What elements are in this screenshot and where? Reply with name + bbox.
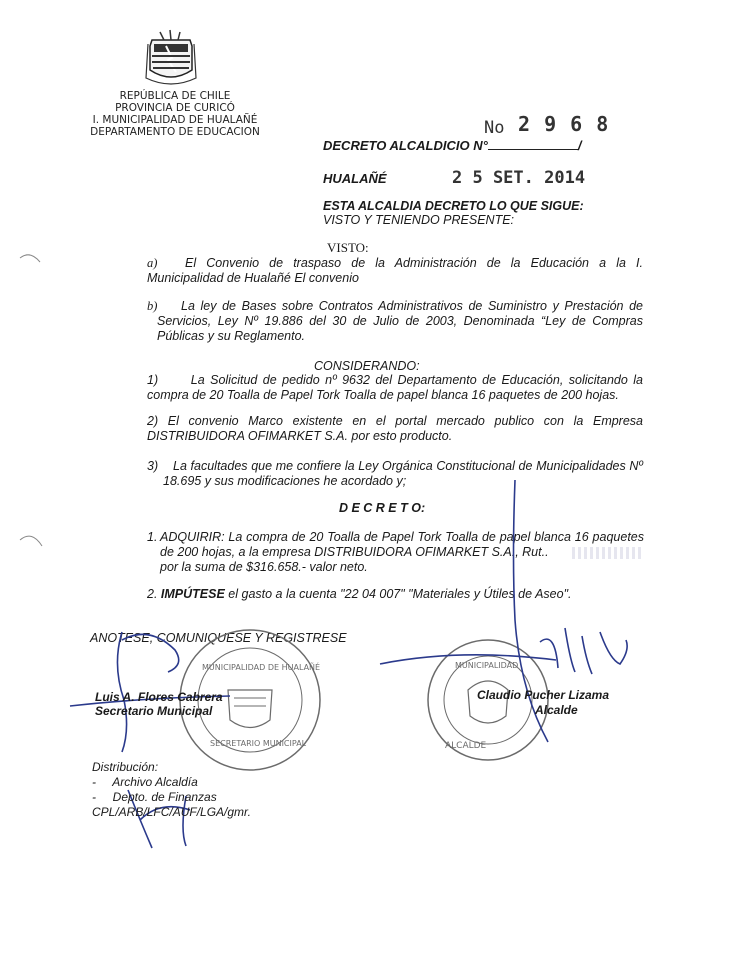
visto-b-text: La ley de Bases sobre Contratos Administrativos de Suministro y Prestación de Servicios, Ley Nº 19.886 del 30 de Julio de 2003, Denominada “Ley de Compras Públicas y su Reglamento. [157,299,643,343]
header-province: PROVINCIA DE CURICÓ [115,102,235,114]
considerando-item-2: 2) El convenio Marco existente en el portal mercado publico con la Empresa DISTRIBUIDORA OFIMARKET S.A. por esto producto. [147,414,643,443]
header-department: DEPARTAMENTO DE EDUCACION [90,126,260,138]
distribution-initials: CPL/ARB/LFC/AUF/LGA/gmr. [92,805,251,819]
considerando-item-3-text: La facultades que me confiere la Ley Orgánica Constitucional de Municipalidades Nº 18.695 y sus modificaciones he acordado y; [163,459,643,488]
considerando-heading: CONSIDERANDO: [314,359,420,373]
right-signer-title: Alcalde [535,703,578,717]
visto-b-marker: b) [147,299,158,313]
right-signer-name: Claudio Pucher Lizama [477,688,610,702]
decreto-item-2-marker: 2. [147,587,158,601]
left-stamp-top-text: MUNICIPALIDAD DE HUALAÑÉ [202,663,321,672]
decree-number: 2 9 6 8 [518,112,610,136]
left-stamp-bottom-text: SECRETARIO MUNICIPAL [210,739,307,748]
header-republic: REPÚBLICA DE CHILE [119,90,231,102]
distribution-item-1: - Archivo Alcaldía [92,775,198,789]
place-name: HUALAÑÉ [323,171,387,186]
closing-line: ANOTESE, COMUNIQUESE Y REGISTRESE [90,631,347,645]
rut-redacted [572,547,642,559]
decreto-item-1-text: ADQUIRIR: La compra de 20 Toalla de Papel Tork Toalla de papel blanca 16 paquetes de 200 hojas, a la empresa DISTRIBUIDORA OFIMARKET S.A., Rut.. [160,530,644,559]
visto-heading: VISTO: [327,240,369,255]
distribution-heading: Distribución: [92,760,159,774]
left-signer-title: Secretario Municipal [95,704,213,718]
decreto-item-1-marker: 1. [147,530,158,544]
decreto-item-1-amount: por la suma de $316.658.- valor neto. [160,560,368,574]
considerando-item-1: 1) La Solicitud de pedido nº 9632 del Departamento de Educación, solicitando la compra de 20 Toalla de Papel Tork Toalla de papel blanca 16 paquetes de 200 hojas. [147,373,647,402]
intro-line-2: VISTO Y TENIENDO PRESENTE: [323,213,515,227]
right-stamp-bottom-text: ALCALDE [445,741,487,751]
distribution-item-2: - Depto. de Finanzas [92,790,217,804]
decree-title: DECRETO ALCALDICIO N° [323,138,488,153]
decreto-item-2-keyword: IMPÚTESE [160,587,225,601]
visto-a-marker: a) [147,256,158,270]
visto-a-text: El Convenio de traspaso de la Administración de la Educación a la I. Municipalidad de Hualañé El convenio [147,256,643,285]
decree-number-prefix: No [484,118,505,138]
header-municipality: I. MUNICIPALIDAD DE HUALAÑÉ [92,114,258,126]
intro-line-1: ESTA ALCALDIA DECRETO LO QUE SIGUE: [323,199,584,213]
considerando-item-3-marker: 3) [147,459,159,473]
left-signer-name: Luis A. Flores Cabrera [95,690,223,704]
decreto-heading: D E C R E T O: [339,501,426,515]
decreto-item-2-text: el gasto a la cuenta "22 04 007" "Materiales y Útiles de Aseo". [224,587,572,601]
right-stamp-top-text: MUNICIPALIDAD [455,661,519,670]
decree-date: 2 5 SET. 2014 [452,168,586,188]
